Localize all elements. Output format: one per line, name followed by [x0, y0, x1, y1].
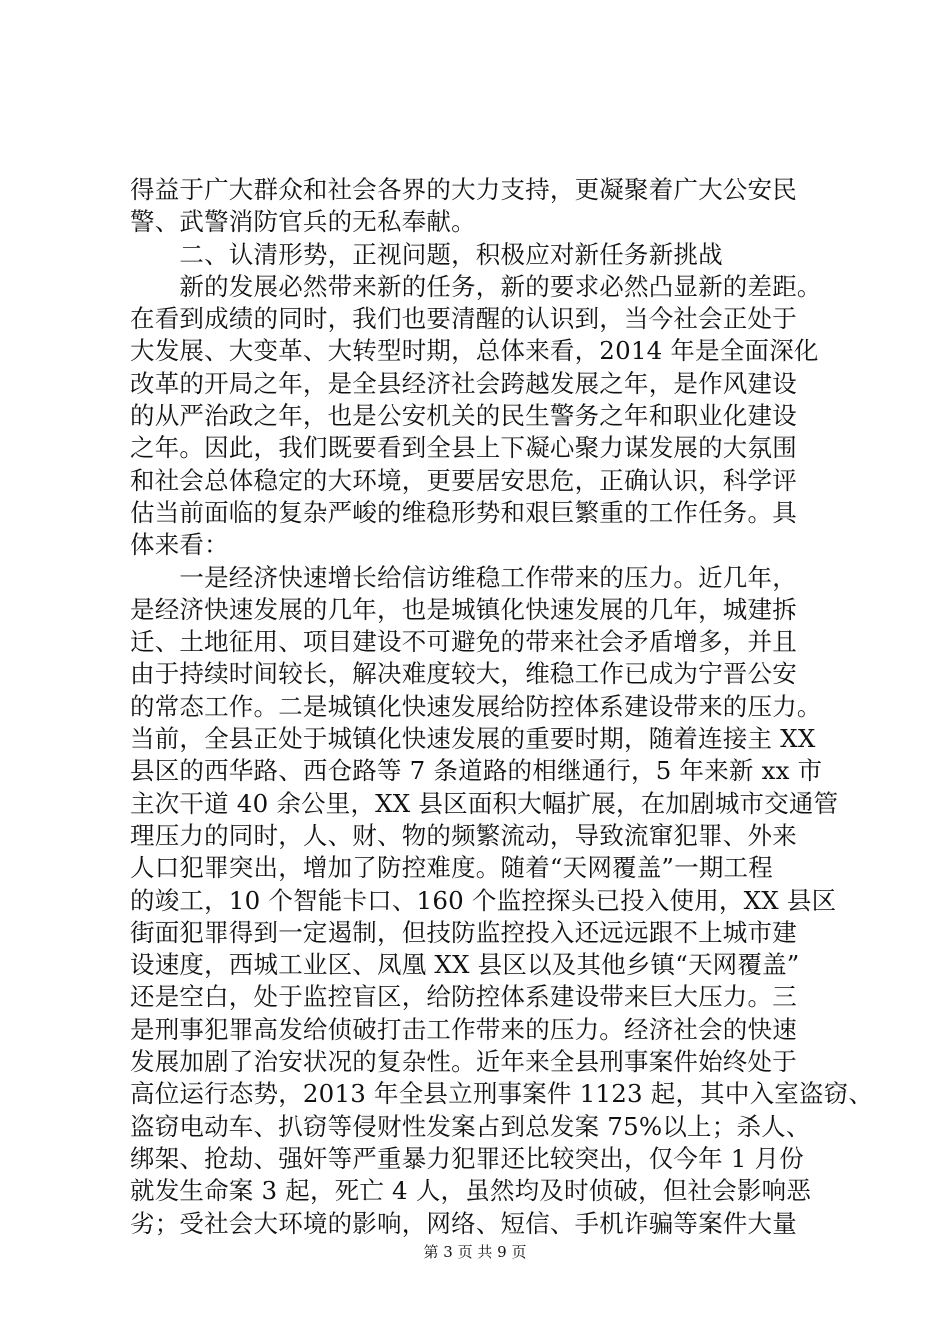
- text-line: 人口犯罪突出，增加了防控难度。随着“天网覆盖”一期工程: [130, 853, 773, 883]
- text-line: 高位运行态势，2013 年全县立刑事案件 1123 起，其中入室盗窃、: [130, 1079, 874, 1109]
- text-line: 绑架、抢劫、强奸等严重暴力犯罪还比较突出，仅今年 1 月份: [130, 1143, 804, 1173]
- text-line: 一是经济快速增长给信访维稳工作带来的压力。近几年，: [130, 562, 797, 592]
- text-line: 发展加剧了治安状况的复杂性。近年来全县刑事案件始终处于: [130, 1047, 797, 1077]
- body-text: [130, 174, 874, 1240]
- page-number: 第 3 页 共 9 页: [423, 1243, 527, 1261]
- text-line: 在看到成绩的同时，我们也要清醒的认识到，当今社会正处于: [130, 304, 797, 334]
- text-line: 是经济快速发展的几年，也是城镇化快速发展的几年，城建拆: [130, 594, 797, 624]
- text-line: 由于持续时间较长，解决难度较大，维稳工作已成为宁晋公安: [130, 659, 797, 689]
- text-line: 的从严治政之年，也是公安机关的民生警务之年和职业化建设: [130, 401, 797, 431]
- text-line: 还是空白，处于监控盲区，给防控体系建设带来巨大压力。三: [130, 982, 797, 1012]
- text-line: 盗窃电动车、扒窃等侵财性发案占到总发案 75%以上；杀人、: [130, 1111, 811, 1141]
- text-line: 理压力的同时，人、财、物的频繁流动，导致流窜犯罪、外来: [130, 820, 797, 850]
- text-line: 估当前面临的复杂严峻的维稳形势和艰巨繁重的工作任务。具: [130, 497, 797, 527]
- text-line: 大发展、大变革、大转型时期，总体来看，2014 年是全面深化: [130, 336, 819, 366]
- text-line: 是刑事犯罪高发给侦破打击工作带来的压力。经济社会的快速: [130, 1014, 797, 1044]
- text-line: 新的发展必然带来新的任务，新的要求必然凸显新的差距。: [130, 271, 822, 301]
- text-line: 当前，全县正处于城镇化快速发展的重要时期，随着连接主 XX: [130, 724, 816, 754]
- text-line: 设速度，西城工业区、凤凰 XX 县区以及其他乡镇“天网覆盖”: [130, 950, 800, 980]
- section-heading: 二、认清形势，正视问题，积极应对新任务新挑战: [130, 239, 723, 269]
- text-line: 改革的开局之年，是全县经济社会跨越发展之年，是作风建设: [130, 368, 797, 398]
- text-line: 警、武警消防官兵的无私奉献。: [130, 207, 476, 237]
- text-line: 劣；受社会大环境的影响，网络、短信、手机诈骗等案件大量: [130, 1208, 797, 1238]
- text-line: 街面犯罪得到一定遏制，但技防监控投入还远远跟不上城市建: [130, 917, 797, 947]
- text-line: 的竣工，10 个智能卡口、160 个监控探头已投入使用，XX 县区: [130, 885, 837, 915]
- text-line: 体来看：: [130, 530, 229, 560]
- text-line: 得益于广大群众和社会各界的大力支持，更凝聚着广大公安民: [130, 175, 797, 204]
- text-line: 的常态工作。二是城镇化快速发展给防控体系建设带来的压力。: [130, 691, 822, 721]
- text-line: 主次干道 40 余公里，XX 县区面积大幅扩展，在加剧城市交通管: [130, 788, 839, 818]
- text-line: 迁、土地征用、项目建设不可避免的带来社会矛盾增多，并且: [130, 627, 797, 657]
- text-line: 县区的西华路、西仓路等 7 条道路的相继通行，5 年来新 xx 市: [130, 756, 823, 786]
- text-line: 之年。因此，我们既要看到全县上下凝心聚力谋发展的大氛围: [130, 433, 797, 463]
- text-line: 就发生命案 3 起，死亡 4 人，虽然均及时侦破，但社会影响恶: [130, 1176, 812, 1206]
- text-line: 和社会总体稳定的大环境，更要居安思危，正确认识，科学评: [130, 465, 797, 495]
- page-footer: [0, 1242, 950, 1262]
